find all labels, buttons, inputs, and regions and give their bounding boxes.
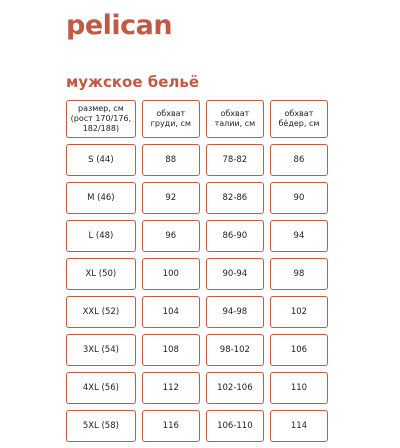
cell-size: M (46): [66, 182, 136, 214]
cell-size: S (44): [66, 144, 136, 176]
header-hips: обхват бёдер, см: [270, 100, 328, 138]
header-chest: обхват груди, см: [142, 100, 200, 138]
table-row: [66, 144, 328, 176]
cell-size: XL (50): [66, 258, 136, 290]
cell-chest: 112: [142, 372, 200, 404]
cell-hips: 106: [270, 334, 328, 366]
header-size: размер, см (рост 170/176, 182/188): [66, 100, 136, 138]
cell-chest: 108: [142, 334, 200, 366]
cell-hips: 98: [270, 258, 328, 290]
cell-hips: 110: [270, 372, 328, 404]
cell-waist: 78-82: [206, 144, 264, 176]
cell-hips: 102: [270, 296, 328, 328]
header-waist: обхват талии, см: [206, 100, 264, 138]
cell-waist: 98-102: [206, 334, 264, 366]
cell-hips: 94: [270, 220, 328, 252]
cell-hips: 86: [270, 144, 328, 176]
cell-size: L (48): [66, 220, 136, 252]
cell-waist: 90-94: [206, 258, 264, 290]
cell-chest: 116: [142, 410, 200, 442]
cell-waist: 94-98: [206, 296, 264, 328]
table-row: [66, 220, 328, 252]
table-row: [66, 258, 328, 290]
cell-waist: 102-106: [206, 372, 264, 404]
cell-chest: 104: [142, 296, 200, 328]
cell-waist: 82-86: [206, 182, 264, 214]
cell-chest: 88: [142, 144, 200, 176]
cell-chest: 100: [142, 258, 200, 290]
cell-size: 5XL (58): [66, 410, 136, 442]
table-row: [66, 296, 328, 328]
cell-waist: 106-110: [206, 410, 264, 442]
cell-size: 4XL (56): [66, 372, 136, 404]
cell-size: XXL (52): [66, 296, 136, 328]
cell-hips: 114: [270, 410, 328, 442]
cell-hips: 90: [270, 182, 328, 214]
brand-logo: pelican: [66, 10, 173, 41]
cell-size: 3XL (54): [66, 334, 136, 366]
page-subtitle: мужское бельё: [66, 73, 200, 91]
cell-chest: 96: [142, 220, 200, 252]
table-row: [66, 334, 328, 366]
cell-waist: 86-90: [206, 220, 264, 252]
cell-chest: 92: [142, 182, 200, 214]
table-header-row: [66, 100, 328, 138]
size-chart-table: [60, 94, 334, 448]
table-row: [66, 372, 328, 404]
table-row: [66, 410, 328, 442]
table-row: [66, 182, 328, 214]
